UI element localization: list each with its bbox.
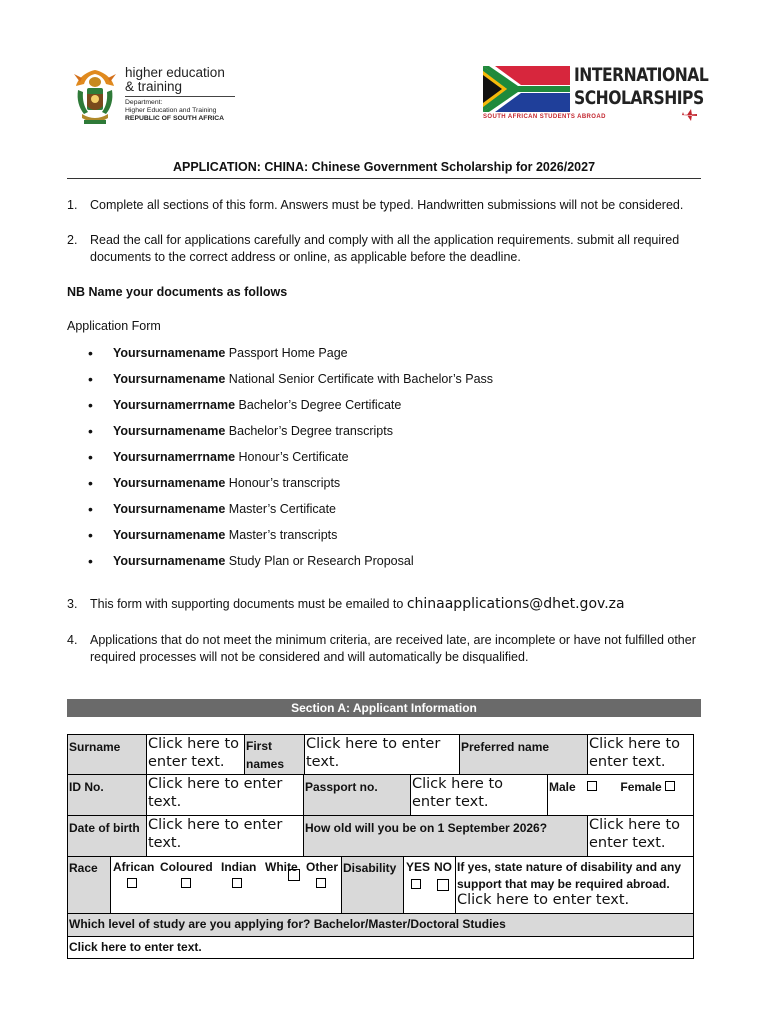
race-option-checkbox[interactable] (288, 869, 300, 881)
document-type: Master’s transcripts (225, 528, 338, 542)
application-form-label: Application Form (67, 319, 161, 333)
male-label: Male (549, 780, 576, 794)
bullet-icon: • (88, 371, 93, 387)
bullet-icon: • (88, 475, 93, 491)
document-name-prefix: Yoursurnamename (113, 424, 226, 438)
female-checkbox[interactable] (665, 781, 675, 791)
airplane-icon (681, 109, 697, 121)
document-name-prefix: Yoursurnamename (113, 346, 226, 360)
race-option-label: Indian (221, 860, 257, 874)
race-label: Race (67, 856, 111, 914)
study-level-input[interactable]: Click here to enter text. (67, 936, 694, 959)
no-label: NO (434, 860, 452, 874)
race-option-label: Coloured (160, 860, 213, 874)
title-divider (67, 178, 701, 179)
document-type: Master’s Certificate (225, 502, 336, 516)
disability-nature-cell (455, 856, 694, 914)
document-title: APPLICATION: CHINA: Chinese Government Scholarship for 2026/2027 (172, 160, 596, 174)
logo-tagline: SOUTH AFRICAN STUDENTS ABROAD (483, 114, 606, 120)
document-name-prefix: Yoursurnamename (113, 502, 226, 516)
coat-of-arms-icon (72, 68, 118, 128)
document-type: Honour’s transcripts (225, 476, 341, 490)
study-level-question: Which level of study are you applying for? Bachelor/Master/Doctoral Studies (67, 913, 694, 937)
passport-number-label: Passport no. (303, 774, 411, 816)
first-names-label: First names (244, 734, 305, 775)
document-type: Bachelor’s Degree transcripts (225, 424, 393, 438)
logo-wordmark: INTERNATIONAL SCHOLARSHIPS (574, 64, 709, 109)
id-number-label: ID No. (67, 774, 147, 816)
document-type: Passport Home Page (225, 346, 348, 360)
dhet-logo (72, 66, 237, 130)
document-type: Honour’s Certificate (235, 450, 349, 464)
yes-label: YES (406, 860, 431, 874)
race-option-label: Other (306, 860, 339, 874)
bullet-icon: • (88, 449, 93, 465)
race-option-label: White (265, 860, 298, 874)
race-option-label: African (113, 860, 155, 874)
bullet-icon: • (88, 397, 93, 413)
disability-yes-checkbox[interactable] (411, 879, 421, 889)
race-option-checkbox[interactable] (181, 878, 191, 888)
bullet-icon: • (88, 423, 93, 439)
applicant-information-table (67, 734, 694, 959)
disability-nature-input[interactable]: Click here to enter text. (457, 892, 630, 908)
first-names-input[interactable]: Click here to enter text. (304, 734, 460, 775)
instruction-1: 1. Complete all sections of this form. Answers must be typed. Handwritten submissions will not be considered. (67, 198, 684, 212)
instruction-2: 2. Read the call for applications carefully and comply with all the application requirements. submit all required documents to the correct address or online, as applicable before the deadline. (67, 233, 680, 264)
disability-yes-no (403, 856, 456, 914)
section-a-header: Section A: Applicant Information (67, 699, 701, 717)
bullet-icon: • (88, 527, 93, 543)
document-type: National Senior Certificate with Bachelor’s Pass (225, 372, 494, 386)
date-of-birth-label: Date of birth (67, 815, 147, 857)
race-option-checkbox[interactable] (232, 878, 242, 888)
south-africa-flag-icon (483, 66, 570, 112)
bullet-icon: • (88, 553, 93, 569)
document-name-prefix: Yoursurnamename (113, 554, 226, 568)
surname-input[interactable]: Click here to enter text. (146, 734, 245, 775)
gender-cell (547, 774, 694, 816)
logo-title: higher education & training (125, 65, 225, 94)
disability-label: Disability (341, 856, 404, 914)
male-checkbox[interactable] (587, 781, 597, 791)
document-name-prefix: Yoursurnamename (113, 372, 226, 386)
document-name-prefix: Yoursurnamerrname (113, 398, 236, 412)
preferred-name-label: Preferred name (459, 734, 588, 775)
date-of-birth-input[interactable]: Click here to enter text. (146, 815, 304, 857)
bullet-icon: • (88, 345, 93, 361)
bullet-icon: • (88, 501, 93, 517)
surname-label: Surname (67, 734, 147, 775)
international-scholarships-logo (483, 64, 709, 128)
age-question-label: How old will you be on 1 September 2026? (303, 815, 588, 857)
document-name-prefix: Yoursurnamename (113, 476, 226, 490)
document-name-prefix: Yoursurnamename (113, 528, 226, 542)
race-option-checkbox[interactable] (316, 878, 326, 888)
instruction-3: 3. This form with supporting documents must be emailed to chinaapplications@dhet.gov.za (67, 596, 625, 612)
race-options (110, 856, 342, 914)
document-type: Bachelor’s Degree Certificate (235, 398, 402, 412)
logo-department: Department: Higher Education and Training REPUBLIC OF SOUTH AFRICA (125, 99, 225, 122)
nb-heading: NB Name your documents as follows (67, 285, 288, 299)
female-label: Female (620, 780, 662, 794)
disability-nature-label: If yes, state nature of disability and any support that may be required abroad. (457, 860, 682, 891)
disability-no-checkbox[interactable] (437, 879, 449, 891)
preferred-name-input[interactable]: Click here to enter text. (587, 734, 694, 775)
document-name-prefix: Yoursurnamerrname (113, 450, 236, 464)
race-option-checkbox[interactable] (127, 878, 137, 888)
email-link[interactable]: chinaapplications@dhet.gov.za (406, 596, 625, 612)
passport-number-input[interactable]: Click here to enter text. (410, 774, 548, 816)
id-number-input[interactable]: Click here to enter text. (146, 774, 304, 816)
instruction-4: 4. Applications that do not meet the minimum criteria, are received late, are incomplete or have not fulfilled other required processes will not be considered and will automatically be disqualified. (67, 633, 696, 664)
document-type: Study Plan or Research Proposal (225, 554, 414, 568)
age-input[interactable]: Click here to enter text. (587, 815, 694, 857)
